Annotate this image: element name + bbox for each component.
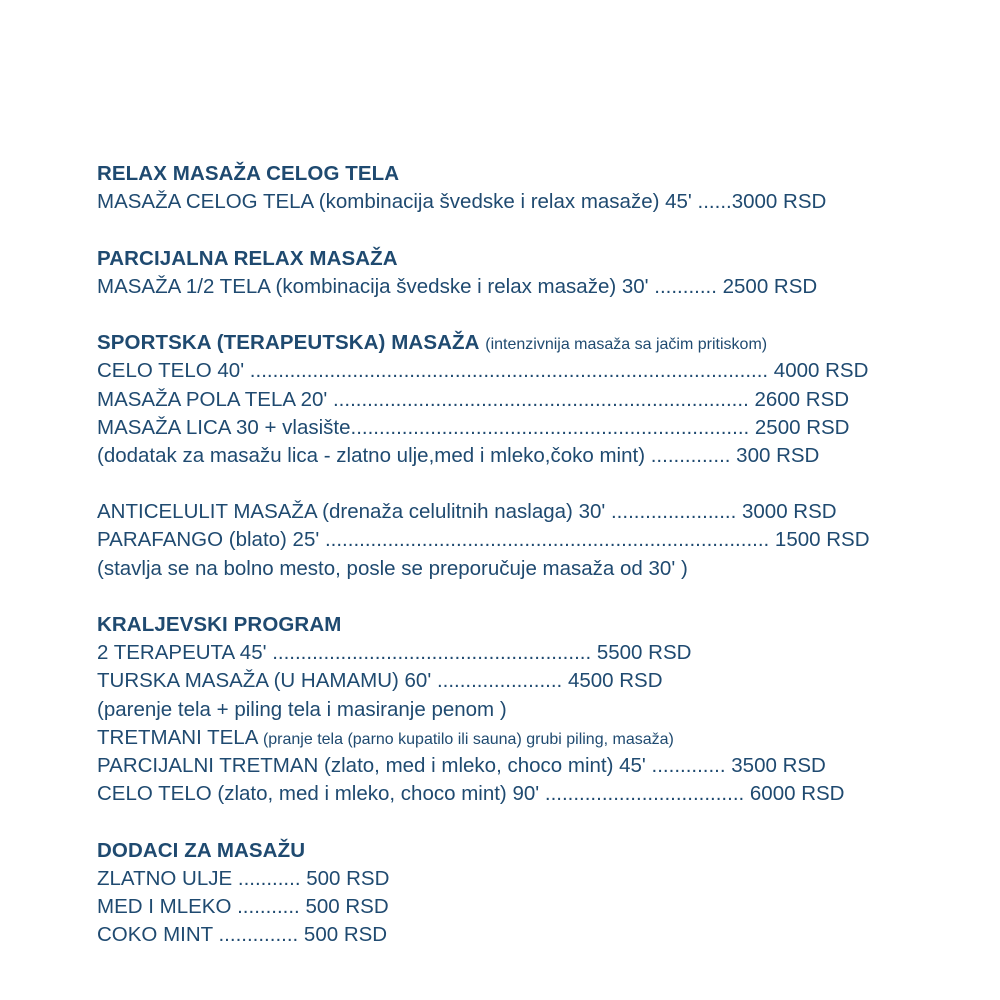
section-heading-row-sportska <box>97 329 977 357</box>
spacer <box>97 583 977 611</box>
section-note: (intenzivnija masaža sa jačim pritiskom) <box>485 336 768 354</box>
tretmani-label: TRETMANI TELA <box>97 725 258 749</box>
price-line: MASAŽA POLA TELA 20' ......................................................................... 2600 RSD <box>97 387 850 411</box>
note-line: (stavlja se na bolno mesto, posle se preporučuje masaža od 30' ) <box>97 556 688 580</box>
price-line: MASAŽA LICA 30 + vlasište...................................................................... 2500 RSD <box>97 415 850 439</box>
spacer <box>97 216 977 244</box>
section-heading-sportska: SPORTSKA (TERAPEUTSKA) MASAŽA <box>97 331 480 355</box>
section-heading-relax: RELAX MASAŽA CELOG TELA <box>97 162 400 185</box>
price-line: CELO TELO 40' ........................................................................................... 4000 RSD <box>97 359 869 383</box>
price-line: PARCIJALNI TRETMAN (zlato, med i mleko, choco mint) 45' ............. 3500 RSD <box>97 753 826 777</box>
spacer <box>97 301 977 329</box>
tretmani-note: (pranje tela (parno kupatilo ili sauna) grubi piling, masaža) <box>262 730 674 748</box>
price-line: (dodatak za masažu lica - zlatno ulje,med i mleko,čoko mint) .............. 300 RSD <box>97 443 820 467</box>
price-line: TURSKA MASAŽA (U HAMAMU) 60' ...................... 4500 RSD <box>97 669 663 693</box>
section-heading-kraljevski: KRALJEVSKI PROGRAM <box>97 613 342 636</box>
price-list <box>97 160 977 949</box>
price-line: MASAŽA 1/2 TELA (kombinacija švedske i relax masaže) 30' ........... 2500 RSD <box>97 274 818 298</box>
section-heading-parcijalna: PARCIJALNA RELAX MASAŽA <box>97 246 398 270</box>
price-line: 2 TERAPEUTA 45' ........................................................ 5500 RSD <box>97 641 692 665</box>
note-line: (parenje tela + piling tela i masiranje penom ) <box>97 697 507 721</box>
price-line: ANTICELULIT MASAŽA (drenaža celulitnih naslaga) 30' ...................... 3000 RSD <box>97 500 837 524</box>
price-line: PARAFANGO (blato) 25' .............................................................................. 1500 RSD <box>97 528 870 552</box>
price-line: MED I MLEKO ........... 500 RSD <box>97 894 389 918</box>
section-heading-dodaci: DODACI ZA MASAŽU <box>97 838 306 862</box>
price-line: ZLATNO ULJE ........... 500 RSD <box>97 866 390 890</box>
spacer <box>97 808 977 836</box>
price-line: MASAŽA CELOG TELA (kombinacija švedske i relax masaže) 45' ......3000 RSD <box>97 190 827 214</box>
price-line: CELO TELO (zlato, med i mleko, choco mint) 90' ................................... 6000 RSD <box>97 782 845 806</box>
tretmani-row <box>97 724 977 752</box>
spacer <box>97 470 977 498</box>
price-line: COKO MINT .............. 500 RSD <box>97 923 388 947</box>
